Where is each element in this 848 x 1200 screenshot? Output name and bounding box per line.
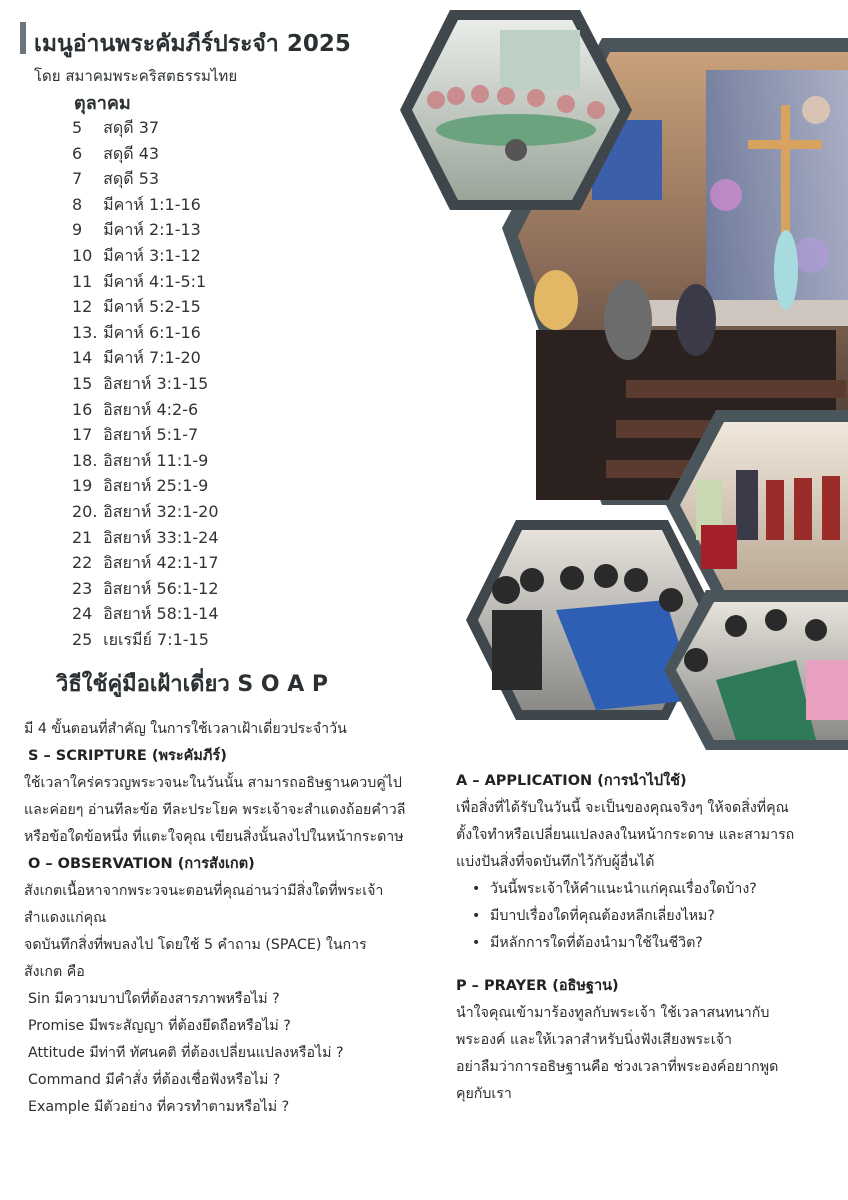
reading-item <box>72 526 219 552</box>
space-question: Attitude มีท่าที ทัศนคติ ที่ต้องเปลี่ยนแปลงหรือไม่ ? <box>28 1045 344 1061</box>
person-shape <box>676 284 716 356</box>
banner-shape <box>701 525 737 569</box>
reading-day: 24 <box>72 604 93 624</box>
person-shape <box>774 230 798 310</box>
observation-line: จดบันทึกสิ่งที่พบลงไป โดยใช้ 5 คำถาม (SPACE) ในการ <box>24 937 367 953</box>
application-heading: A – APPLICATION (การนำไปใช้) <box>456 773 687 789</box>
reading-ref: มีคาห์ 6:1-16 <box>103 322 201 342</box>
photo-collage <box>396 0 848 760</box>
reading-day: 15 <box>72 373 93 393</box>
reading-day: 5 <box>72 118 83 137</box>
application-question: • มีหลักการใดที่ต้องนำมาใช้ในชีวิต? <box>490 930 828 957</box>
reading-ref: อิสยาห์ 25:1-9 <box>103 476 209 496</box>
application-question: • มีบาปเรื่องใดที่คุณต้องหลีกเลี่ยงไหม? <box>490 903 828 930</box>
scripture-heading: S – SCRIPTURE (พระคัมภีร์) <box>28 748 227 764</box>
reading-plan-list <box>72 116 219 653</box>
space-question: Example มีตัวอย่าง ที่ควรทำตามหรือไม่ ? <box>28 1099 290 1115</box>
reading-day: 10 <box>72 245 93 265</box>
reading-ref: สดุดี 43 <box>103 143 160 163</box>
reading-ref: มีคาห์ 3:1-12 <box>103 245 201 265</box>
space-question: Command มีคำสั่ง ที่ต้องเชื่อฟังหรือไม่ ? <box>28 1072 281 1088</box>
reading-day: 20. <box>72 501 98 521</box>
reading-item <box>72 372 219 398</box>
reading-day: 11 <box>72 271 93 291</box>
soap-right-column <box>456 768 828 1108</box>
reading-day: 9 <box>72 220 83 240</box>
observation-heading: O – OBSERVATION (การสังเกต) <box>28 856 255 872</box>
reading-day: 6 <box>72 143 83 163</box>
reading-item <box>72 321 219 347</box>
reading-item <box>72 346 219 372</box>
reading-ref: มีคาห์ 1:1-16 <box>103 194 201 214</box>
application-line: ตั้งใจทำหรือเปลี่ยนแปลงลงในหน้ากระดาษ และสามารถ <box>456 827 795 843</box>
reading-ref: อิสยาห์ 3:1-15 <box>103 373 209 393</box>
reading-day: 21 <box>72 527 93 547</box>
light-shape <box>802 96 830 124</box>
window-shape <box>500 30 580 90</box>
reading-ref: อิสยาห์ 32:1-20 <box>103 501 219 521</box>
reading-item <box>72 628 219 654</box>
spacer <box>456 957 828 973</box>
reading-day: 13. <box>72 322 98 342</box>
reading-item <box>72 244 219 270</box>
reading-item <box>72 398 219 424</box>
page-title: เมนูอ่านพระคัมภีร์ประจำ 2025 <box>34 31 351 57</box>
observation-line: สังเกตเนื้อหาจากพระวจนะตอนที่คุณอ่านว่ามีสิ่งใดที่พระเจ้า <box>24 883 384 899</box>
reading-day: 16 <box>72 399 93 419</box>
application-line: แบ่งปันสิ่งที่จดบันทึกไว้กับผู้อื่นได้ <box>456 854 655 870</box>
reading-item <box>72 602 219 628</box>
prayer-line: คุยกับเรา <box>456 1086 512 1102</box>
reading-day: 14 <box>72 348 93 368</box>
prayer-line: พระองค์ และให้เวลาสำหรับนิ่งฟังเสียงพระเจ้า <box>456 1032 732 1048</box>
scripture-line: หรือข้อใดข้อหนึ่ง ที่แตะใจคุณ เขียนสิ่งนั้นลงไปในหน้ากระดาษ <box>24 829 404 845</box>
reading-item <box>72 500 219 526</box>
reading-ref: มีคาห์ 2:1-13 <box>103 220 201 240</box>
month-heading: ตุลาคม <box>74 93 131 114</box>
prayer-line: นำใจคุณเข้ามาร้องทูลกับพระเจ้า ใช้เวลาสนทนากับ <box>456 1005 770 1021</box>
reading-ref: อิสยาห์ 11:1-9 <box>103 450 209 470</box>
reading-day: 19 <box>72 476 93 496</box>
title-accent-bar <box>20 22 26 54</box>
person-shape <box>534 270 578 330</box>
reading-item <box>72 474 219 500</box>
reading-item <box>72 270 219 296</box>
reading-ref: อิสยาห์ 58:1-14 <box>103 604 219 624</box>
light-shape <box>793 237 829 273</box>
reading-ref: อิสยาห์ 56:1-12 <box>103 578 219 598</box>
scripture-line: และค่อยๆ อ่านทีละข้อ ทีละประโยค พระเจ้าจะสำแดงถ้อยคำวลี <box>24 802 406 818</box>
soap-heading: วิธีใช้คู่มือเฝ้าเดี่ยว S O A P <box>56 672 329 697</box>
person-shape <box>604 280 652 360</box>
reading-item <box>72 295 219 321</box>
reading-day: 7 <box>72 169 83 189</box>
reading-day: 17 <box>72 425 93 445</box>
observation-line: สำแดงแก่คุณ <box>24 910 107 926</box>
reading-day: 22 <box>72 553 93 573</box>
reading-ref: มีคาห์ 4:1-5:1 <box>103 271 207 291</box>
reading-ref: อิสยาห์ 42:1-17 <box>103 553 219 573</box>
reading-item <box>72 142 219 168</box>
reading-ref: อิสยาห์ 33:1-24 <box>103 527 219 547</box>
soap-intro: มี 4 ขั้นตอนที่สำคัญ ในการใช้เวลาเฝ้าเดี่ยวประจำวัน <box>24 721 347 737</box>
prayer-heading: P – PRAYER (อธิษฐาน) <box>456 978 619 994</box>
reading-ref: เยเรมีย์ 7:1-15 <box>103 629 209 649</box>
reading-ref: มีคาห์ 5:2-15 <box>103 297 201 317</box>
publisher-line: โดย สมาคมพระคริสตธรรมไทย <box>34 67 238 85</box>
reading-item <box>72 577 219 603</box>
reading-item <box>72 193 219 219</box>
reading-item <box>72 423 219 449</box>
person-shape <box>492 610 542 690</box>
light-shape <box>710 179 742 211</box>
space-question: Promise มีพระสัญญา ที่ต้องยึดถือหรือไม่ ? <box>28 1018 291 1034</box>
soap-left-column <box>24 716 432 1121</box>
cross-icon-bar <box>748 140 822 149</box>
reading-day: 23 <box>72 578 93 598</box>
scripture-line: ใช้เวลาใคร่ครวญพระวจนะในวันนั้น สามารถอธิษฐานควบคู่ไป <box>24 775 402 791</box>
reading-day: 12 <box>72 297 93 317</box>
application-line: เพื่อสิ่งที่ได้รับในวันนี้ จะเป็นของคุณจริงๆ ให้จดสิ่งที่คุณ <box>456 800 789 816</box>
reading-item <box>72 218 219 244</box>
space-question: Sin มีความบาปใดที่ต้องสารภาพหรือไม่ ? <box>28 991 280 1007</box>
reading-item <box>72 551 219 577</box>
reading-ref: สดุดี 53 <box>103 169 160 189</box>
application-question: • วันนี้พระเจ้าให้คำแนะนำแก่คุณเรื่องใดบ้าง? <box>490 876 828 903</box>
reading-day: 18. <box>72 450 98 470</box>
application-questions <box>456 876 828 957</box>
prayer-line: อย่าลืมว่าการอธิษฐานคือ ช่วงเวลาที่พระองค์อยากพูด <box>456 1059 779 1075</box>
reading-ref: สดุดี 37 <box>103 118 160 137</box>
reading-ref: อิสยาห์ 4:2-6 <box>103 399 199 419</box>
reading-day: 25 <box>72 629 93 649</box>
reading-ref: มีคาห์ 7:1-20 <box>103 348 201 368</box>
stage-shape <box>626 300 848 326</box>
reading-ref: อิสยาห์ 5:1-7 <box>103 425 199 445</box>
observation-line: สังเกต คือ <box>24 964 85 980</box>
reading-item <box>72 167 219 193</box>
cross-icon <box>781 105 790 245</box>
reading-day: 8 <box>72 194 83 214</box>
reading-item <box>72 116 219 142</box>
reading-item <box>72 449 219 475</box>
